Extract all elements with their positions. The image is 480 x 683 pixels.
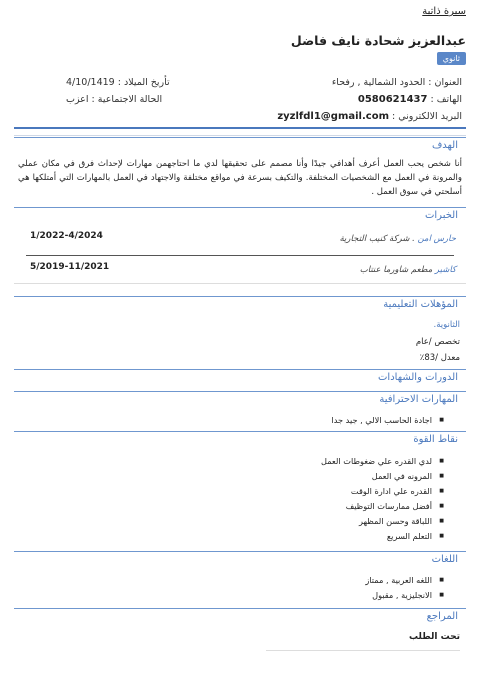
- education-level-badge: ثانوي: [437, 52, 466, 65]
- experience-item-2-date: 5/2019-11/2021: [30, 262, 110, 272]
- strength-item: ■ أفضل ممارسات التوظيف: [321, 499, 444, 514]
- experience-item-divider: [26, 255, 454, 256]
- education-major: تخصص /عام: [415, 337, 460, 347]
- birthdate-text: تأريخ الميلاد : 4/10/1419: [66, 77, 170, 88]
- page-heading-link[interactable]: سيرة ذاتية: [422, 6, 466, 17]
- marital-status-text: الحالة الاجتماعية : اعزب: [66, 94, 163, 105]
- courses-title: الدورات والشهادات: [378, 372, 458, 383]
- languages-list: [365, 573, 444, 603]
- objective-title: الهدف: [431, 140, 458, 151]
- email-label: البريد الالكتروني :: [389, 111, 462, 122]
- skills-title: المهارات الاحترافية: [379, 394, 458, 405]
- experience-title: الخبرات: [424, 210, 458, 221]
- experience-item-2-company: مطعم شاورما عنتاب: [359, 265, 435, 275]
- strengths-title: نقاط القوة: [413, 434, 458, 445]
- education-gpa: معدل /83٪: [419, 353, 460, 363]
- education-degree: الثانوية.: [433, 320, 460, 330]
- strength-item: ■ التعلم السريع: [321, 529, 444, 544]
- address-text: العنوان : الحدود الشمالية , رفحاء: [331, 77, 462, 88]
- languages-title: اللغات: [431, 554, 458, 565]
- experience-item-1-company: . شركة كنيب التجارية: [339, 234, 418, 244]
- references-section: [14, 608, 466, 624]
- language-item: ■ الانجليزية , مقبول: [365, 588, 444, 603]
- phone-value: 0580621437: [357, 94, 428, 105]
- strength-item: ■ اللباقة وحسن المظهر: [321, 514, 444, 529]
- experience-item-1-role: حارس امن: [417, 234, 456, 244]
- skills-section: [14, 391, 466, 407]
- experience-item-2-title: [360, 265, 456, 275]
- phone-label: الهاتف :: [427, 94, 462, 105]
- education-section: [14, 296, 466, 312]
- header-subdivider: [14, 135, 466, 136]
- email-row: [277, 111, 462, 122]
- candidate-name: عبدالعزيز شحادة نايف فاضل: [290, 33, 466, 48]
- experience-end-divider: [14, 283, 466, 284]
- objective-text: أنا شخص يحب العمل أعرف أهدافي جيدًا وأنا مصمم على تحقيقها لدي ما احتاجهمن مهارات لإحداث فرق في مكان عملي والمرونة في العمل مع الشخصيات المختلفة. والتكيف بسرعة في مواقع مختلفة والاجتهاد في العمل بالمهارات التي أمتلكها هي أسلحتي في سوق العمل .: [18, 159, 462, 197]
- objective-section: [14, 137, 466, 153]
- experience-item-1-date: 1/2022-4/2024: [30, 231, 103, 241]
- education-title: المؤهلات التعليمية: [383, 299, 458, 310]
- strength-item: ■ المرونه في العمل: [321, 469, 444, 484]
- strength-item: ■ القدره علي ادارة الوقت: [321, 484, 444, 499]
- experience-section: [14, 207, 466, 223]
- experience-item-1-title: [340, 234, 457, 244]
- strengths-list: [321, 454, 444, 544]
- skills-list: [331, 413, 444, 428]
- experience-item-2-role: كاشير: [434, 265, 456, 275]
- phone-row: [358, 94, 462, 105]
- courses-section: [14, 369, 466, 385]
- references-title: المراجع: [426, 611, 458, 622]
- references-text: تحت الطلب: [409, 632, 460, 642]
- strength-item: ■ لدي القدره علي ضغوطات العمل: [321, 454, 444, 469]
- header-divider: [14, 127, 466, 129]
- references-underline: [266, 650, 460, 651]
- languages-section: [14, 551, 466, 567]
- language-item: ■ اللغه العربية , ممتاز: [365, 573, 444, 588]
- email-value[interactable]: zyzlfdl1@gmail.com: [277, 111, 389, 122]
- skill-item: ■ اجادة الحاسب الالي , جيد جدا: [331, 413, 444, 428]
- strengths-section: [14, 431, 466, 447]
